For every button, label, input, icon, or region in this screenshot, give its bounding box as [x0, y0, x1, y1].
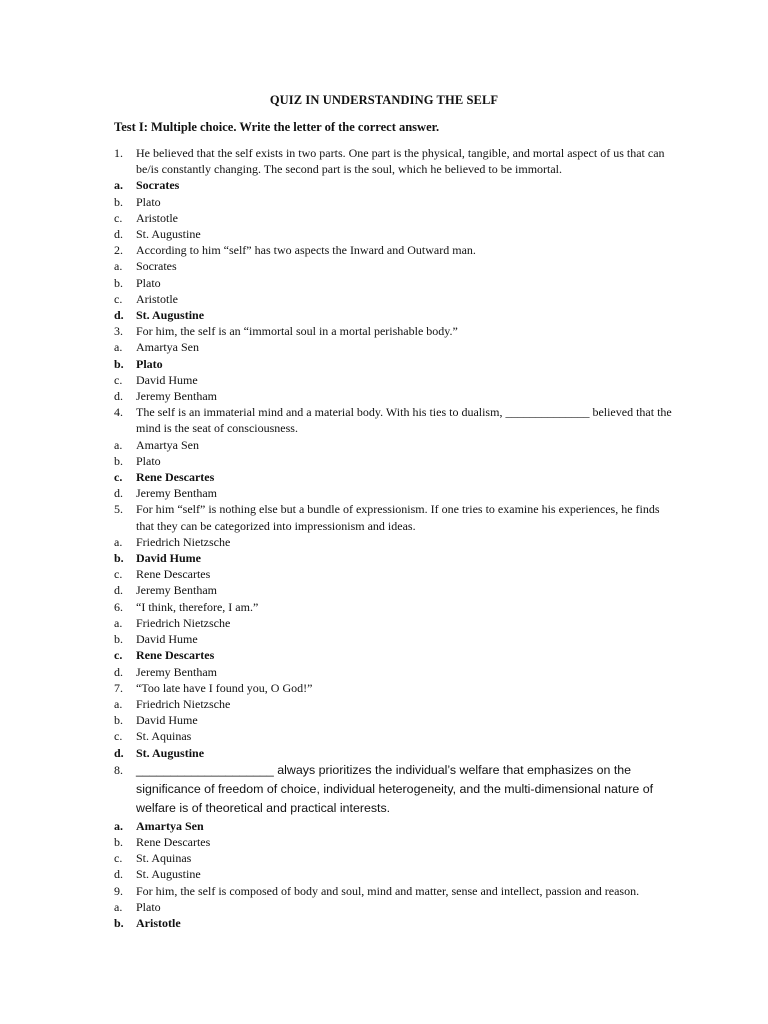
question-item [114, 242, 674, 258]
answer-option-correct [114, 356, 674, 372]
answer-option [114, 534, 674, 550]
item-marker: 4. [114, 405, 123, 420]
option-text: David Hume [136, 632, 198, 647]
answer-option [114, 291, 674, 307]
item-marker: d. [114, 583, 123, 598]
option-text: Plato [136, 356, 163, 371]
question-text: According to him “self” has two aspects the Inward and Outward man. [136, 243, 476, 258]
item-marker: b. [114, 453, 123, 468]
item-marker: d. [114, 308, 124, 323]
option-text: Amartya Sen [136, 818, 204, 833]
answer-option [114, 194, 674, 210]
answer-option [114, 210, 674, 226]
question-text: ____________________ always prioritizes the individual’s welfare that emphasizes on the significance of freedom of choice, individual heterogeneity, and the multi-dimensional nature of welfare is of theoretical and practical interests. [136, 762, 654, 815]
option-text: David Hume [136, 372, 198, 387]
option-text: St. Aquinas [136, 729, 192, 744]
option-text: Rene Descartes [136, 470, 215, 485]
option-text: Jeremy Bentham [136, 583, 217, 598]
answer-option [114, 866, 674, 882]
item-marker: a. [114, 899, 123, 914]
question-text: “I think, therefore, I am.” [136, 599, 259, 614]
option-text: Amartya Sen [136, 340, 199, 355]
option-text: Jeremy Bentham [136, 486, 217, 501]
item-marker: a. [114, 178, 123, 193]
answer-option [114, 850, 674, 866]
question-text: He believed that the self exists in two parts. One part is the physical, tangible, and mortal aspect of us that can be/is constantly changing. The second part is the soul, which he believed to be immortal. [136, 146, 665, 177]
option-text: Friedrich Nietzsche [136, 615, 231, 630]
option-text: Plato [136, 453, 161, 468]
answer-option [114, 566, 674, 582]
option-text: St. Aquinas [136, 851, 192, 866]
answer-option [114, 899, 674, 915]
answer-option [114, 631, 674, 647]
answer-option [114, 453, 674, 469]
item-marker: b. [114, 356, 124, 371]
item-marker: d. [114, 486, 123, 501]
option-text: Friedrich Nietzsche [136, 696, 231, 711]
item-marker: 8. [114, 762, 123, 777]
answer-option-correct [114, 745, 674, 761]
item-marker: b. [114, 632, 123, 647]
quiz-list [114, 145, 674, 931]
option-text: St. Augustine [136, 745, 205, 760]
question-item [114, 883, 674, 899]
item-marker: 7. [114, 680, 123, 695]
question-item [114, 761, 674, 818]
item-marker: b. [114, 275, 123, 290]
question-item [114, 501, 674, 533]
answer-option [114, 696, 674, 712]
item-marker: b. [114, 834, 123, 849]
option-text: Jeremy Bentham [136, 664, 217, 679]
question-text: The self is an immaterial mind and a material body. With his ties to dualism, ______________ believed that the mind is the seat of consciousness. [136, 405, 672, 436]
option-text: Plato [136, 899, 161, 914]
option-text: Friedrich Nietzsche [136, 534, 231, 549]
answer-option-correct [114, 915, 674, 931]
item-marker: d. [114, 867, 123, 882]
option-text: Aristotle [136, 291, 178, 306]
option-text: Jeremy Bentham [136, 389, 217, 404]
item-marker: c. [114, 729, 123, 744]
answer-option [114, 664, 674, 680]
question-item [114, 404, 674, 436]
option-text: St. Augustine [136, 867, 201, 882]
item-marker: b. [114, 915, 124, 930]
item-marker: a. [114, 615, 123, 630]
item-marker: b. [114, 551, 124, 566]
item-marker: c. [114, 648, 123, 663]
question-text: For him, the self is composed of body and soul, mind and matter, sense and intellect, passion and reason. [136, 883, 640, 898]
option-text: St. Augustine [136, 227, 201, 242]
option-text: St. Augustine [136, 308, 205, 323]
answer-option [114, 372, 674, 388]
item-marker: c. [114, 210, 123, 225]
answer-option [114, 388, 674, 404]
answer-option [114, 615, 674, 631]
item-marker: 5. [114, 502, 123, 517]
answer-option [114, 339, 674, 355]
option-text: Aristotle [136, 210, 178, 225]
item-marker: 6. [114, 599, 123, 614]
item-marker: a. [114, 696, 123, 711]
item-marker: a. [114, 437, 123, 452]
answer-option [114, 712, 674, 728]
answer-option-correct [114, 818, 674, 834]
option-text: Rene Descartes [136, 648, 215, 663]
question-text: For him “self” is nothing else but a bundle of expressionism. If one tries to examine his experiences, he finds that they can be categorized into impressionism and ideas. [136, 502, 660, 533]
question-text: “Too late have I found you, O God!” [136, 680, 313, 695]
question-item [114, 145, 674, 177]
item-marker: d. [114, 745, 124, 760]
answer-option [114, 582, 674, 598]
option-text: Rene Descartes [136, 567, 211, 582]
answer-option-correct [114, 177, 674, 193]
answer-option-correct [114, 469, 674, 485]
item-marker: c. [114, 851, 123, 866]
quiz-title: QUIZ IN UNDERSTANDING THE SELF [269, 93, 499, 107]
answer-option-correct [114, 550, 674, 566]
item-marker: a. [114, 340, 123, 355]
item-marker: c. [114, 470, 123, 485]
answer-option [114, 437, 674, 453]
option-text: Plato [136, 275, 161, 290]
answer-option [114, 258, 674, 274]
answer-option [114, 834, 674, 850]
answer-option [114, 485, 674, 501]
item-marker: d. [114, 227, 123, 242]
option-text: Plato [136, 194, 161, 209]
option-text: Aristotle [136, 915, 181, 930]
answer-option [114, 728, 674, 744]
item-marker: c. [114, 291, 123, 306]
option-text: Amartya Sen [136, 437, 199, 452]
item-marker: c. [114, 567, 123, 582]
question-text: For him, the self is an “immortal soul in a mortal perishable body.” [136, 324, 458, 339]
test-instructions: Test I: Multiple choice. Write the letter of the correct answer. [114, 120, 440, 134]
item-marker: 9. [114, 883, 123, 898]
option-text: Socrates [136, 259, 177, 274]
item-marker: 2. [114, 243, 123, 258]
answer-option [114, 226, 674, 242]
option-text: Rene Descartes [136, 834, 211, 849]
item-marker: c. [114, 372, 123, 387]
option-text: David Hume [136, 551, 202, 566]
item-marker: b. [114, 713, 123, 728]
option-text: Socrates [136, 178, 180, 193]
answer-option [114, 275, 674, 291]
item-marker: a. [114, 534, 123, 549]
item-marker: a. [114, 818, 123, 833]
item-marker: 3. [114, 324, 123, 339]
question-item [114, 599, 674, 615]
item-marker: d. [114, 389, 123, 404]
item-marker: 1. [114, 146, 123, 160]
item-marker: a. [114, 259, 123, 274]
item-marker: d. [114, 664, 123, 679]
answer-option-correct [114, 307, 674, 323]
question-item [114, 323, 674, 339]
item-marker: b. [114, 194, 123, 209]
option-text: David Hume [136, 713, 198, 728]
answer-option-correct [114, 647, 674, 663]
question-item [114, 680, 674, 696]
